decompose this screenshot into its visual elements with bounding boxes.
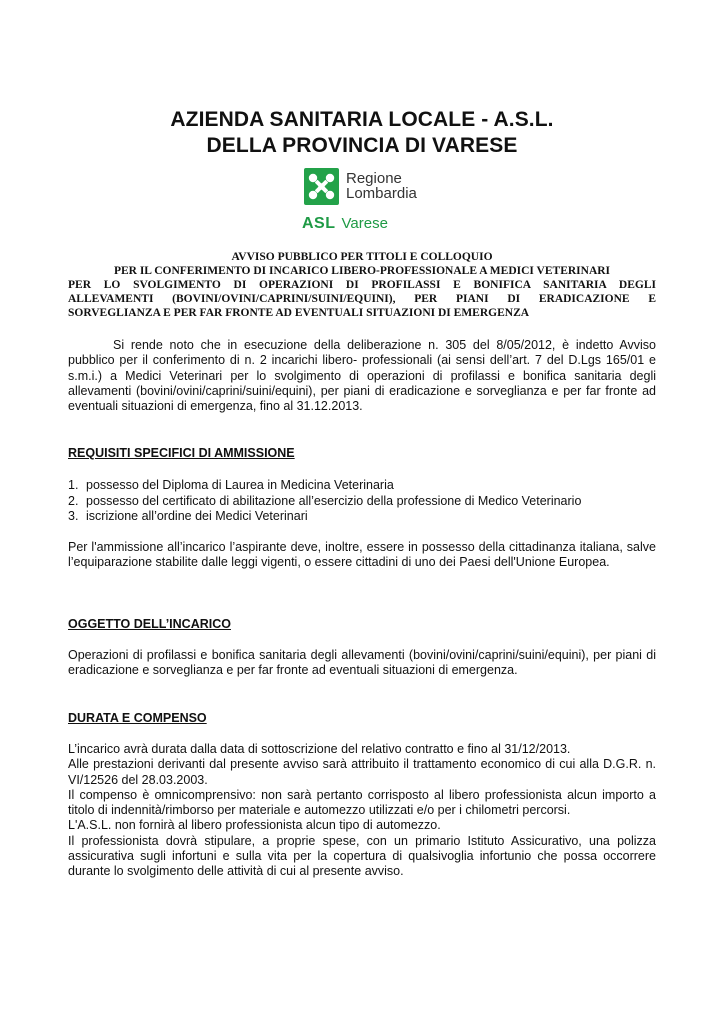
logo-asl-varese	[302, 215, 388, 233]
logo-brand-text	[346, 171, 417, 201]
requirements-list	[68, 478, 656, 525]
notice-line2: PER IL CONFERIMENTO DI INCARICO LIBERO-PROFESSIONALE A MEDICI VETERINARI	[113, 265, 611, 277]
notice-line4: ALLEVAMENTI (BOVINI/OVINI/CAPRINI/SUINI/EQUINI), PER PIANI DI ERADICAZIONE E	[68, 293, 656, 305]
list-item: 2. possesso del certificato di abilitazione all’esercizio della professione di Medico Veterinario	[68, 493, 582, 508]
logo-city-text: Varese	[341, 215, 388, 232]
notice-header	[68, 250, 656, 320]
notice-line3: PER LO SVOLGIMENTO DI OPERAZIONI DI PROFILASSI E BONIFICA SANITARIA DEGLI	[68, 279, 656, 291]
regione-lombardia-asl-logo	[302, 168, 442, 238]
durata-p5: Il professionista dovrà stipulare, a proprie spese, con un primario Istituto Assicurativo, una polizza assicurativa sugli infortuni e sulla vita per la copertura di qualsivoglia infortunio che possa occorrere durante lo svolgimento delle attività di cui al presente avviso.	[68, 833, 656, 879]
durata-paragraphs	[68, 742, 656, 880]
notice-line1: AVVISO PUBBLICO PER TITOLI E COLLOQUIO	[231, 251, 493, 263]
lombardia-rose-icon	[304, 168, 339, 205]
durata-p2: Alle prestazioni derivanti dal presente avviso sarà attribuito il trattamento economico di cui alla D.G.R. n. VI/12526 del 28.03.2003.	[68, 757, 656, 787]
section-heading-requisiti: REQUISITI SPECIFICI DI AMMISSIONE	[68, 446, 295, 460]
durata-p3: Il compenso è omnicomprensivo: non sarà pertanto corrisposto al libero professionista alcun importo a titolo di indennità/rimborso per materiale e automezzo utilizzati e/o per i chilometri percorsi.	[68, 787, 656, 818]
logo-asl-text: ASL	[302, 215, 336, 232]
intro-paragraph: Si rende noto che in esecuzione della deliberazione n. 305 del 8/05/2012, è indetto Avviso pubblico per il conferimento di n. 2 incarichi libero- professionali (ai sensi dell’art. 7 del D.Lgs 165/01 e s.m.i.) a Medici Veterinari per lo svolgimento di operazioni di profilassi e bonifica sanitaria degli allevamenti (bovini/ovini/caprini/suini/equini), per piani di eradicazione e sorveglianza e per far fronte ad eventuali situazioni di emergenza, fino al 31.12.2013.	[68, 338, 656, 414]
requirements-note: Per l'ammissione all’incarico l’aspirante deve, inoltre, essere in possesso della cittadinanza italiana, salve l’equiparazione stabilite dalle leggi vigenti, o essere cittadini di uno dei Paesi dell'Unione Europea.	[68, 540, 656, 570]
list-item: 3. iscrizione all’ordine dei Medici Veterinari	[68, 509, 308, 523]
section-heading-durata: DURATA E COMPENSO	[68, 711, 207, 725]
durata-p4: L'A.S.L. non fornirà al libero professionista alcun tipo di automezzo.	[68, 818, 441, 833]
document-title-line1: AZIENDA SANITARIA LOCALE - A.S.L.	[170, 108, 554, 131]
durata-p1: L’incarico avrà durata dalla data di sottoscrizione del relativo contratto e fino al 31/12/2013.	[68, 742, 571, 756]
logo-brand-line1: Regione	[346, 170, 402, 187]
document-title-line2: DELLA PROVINCIA DI VARESE	[206, 134, 518, 157]
logo-brand-line2: Lombardia	[346, 185, 417, 202]
oggetto-paragraph: Operazioni di profilassi e bonifica sanitaria degli allevamenti (bovini/ovini/caprini/suini/equini), per piani di eradicazione e sorveglianza e per far fronte ad eventuali situazioni di emergenza.	[68, 648, 656, 678]
list-item: 1. possesso del Diploma di Laurea in Medicina Veterinaria	[68, 478, 394, 492]
notice-line5: SORVEGLIANZA E PER FAR FRONTE AD EVENTUALI SITUAZIONI DI EMERGENZA	[68, 307, 530, 319]
section-heading-oggetto: OGGETTO DELL’INCARICO	[68, 617, 231, 631]
